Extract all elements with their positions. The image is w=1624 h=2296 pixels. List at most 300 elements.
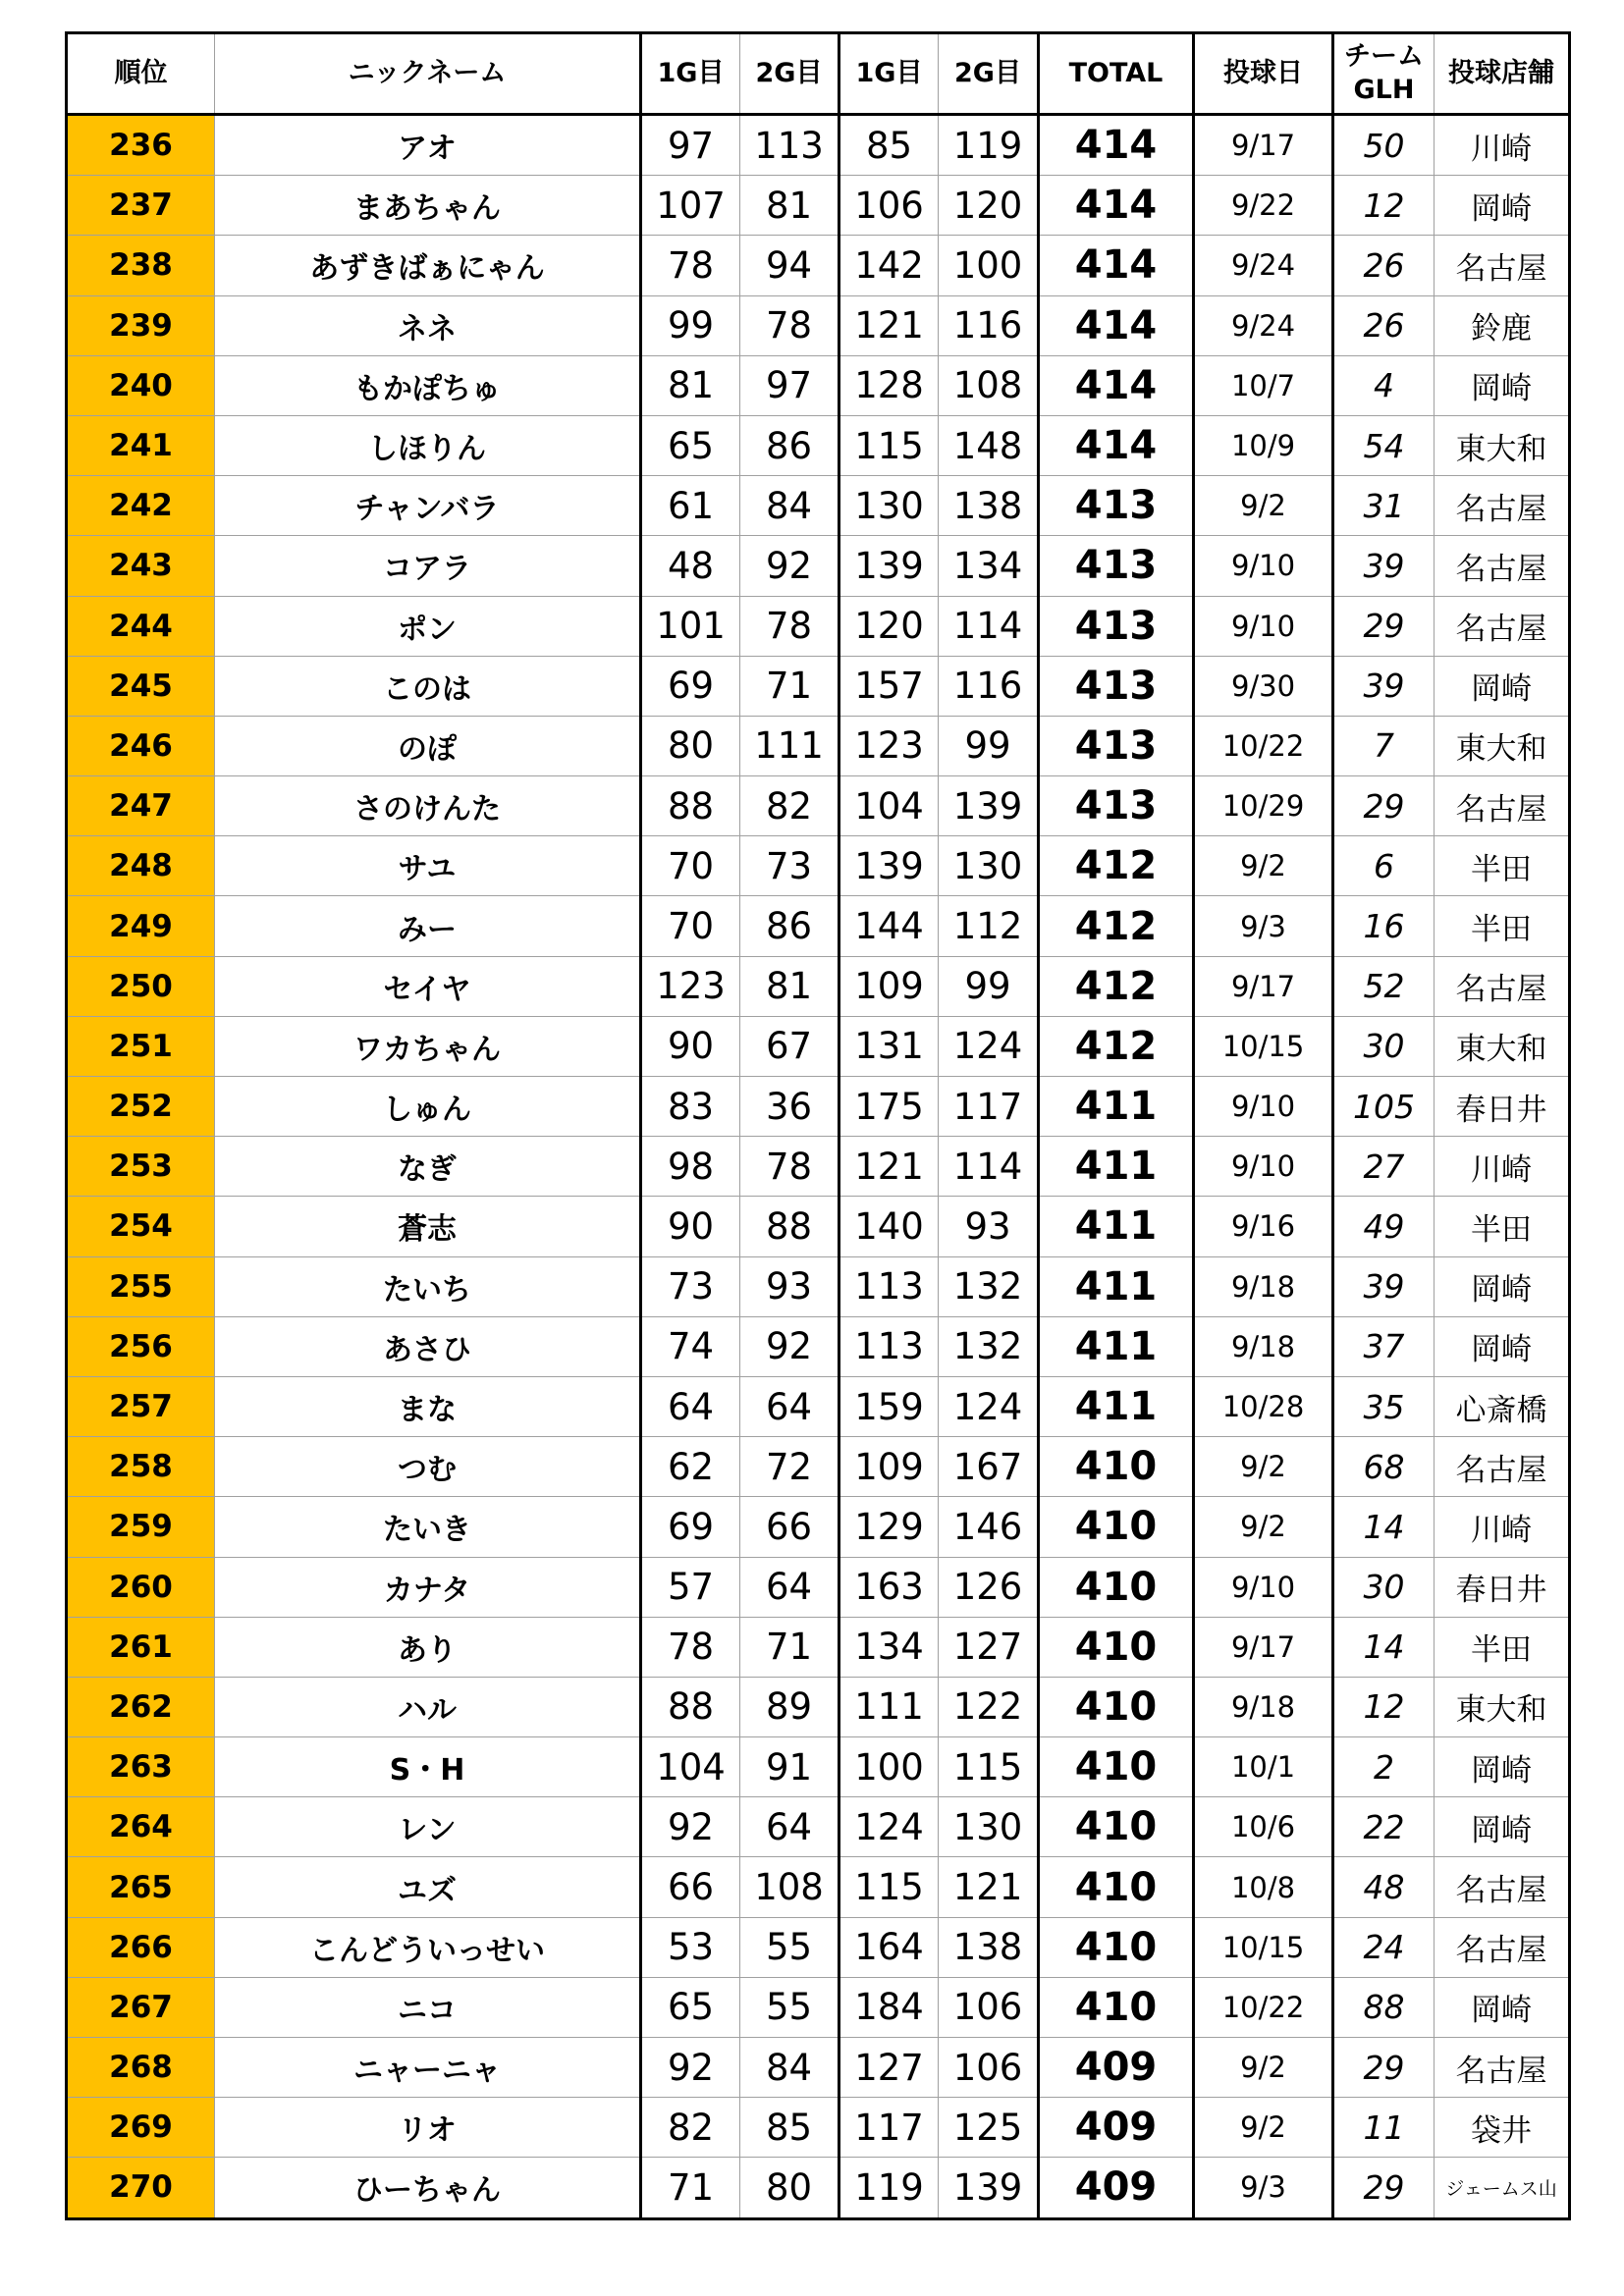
game1-second-cell: 115 — [839, 415, 939, 475]
rank-cell: 262 — [67, 1677, 215, 1736]
store-cell: 東大和 — [1435, 1016, 1570, 1076]
game1-first-cell: 62 — [641, 1437, 740, 1497]
game1-first-cell: 53 — [641, 1917, 740, 1977]
rank-cell: 259 — [67, 1497, 215, 1557]
date-cell: 9/30 — [1194, 656, 1333, 716]
header-store: 投球店舗 — [1435, 33, 1570, 115]
store-cell: 東大和 — [1435, 415, 1570, 475]
nickname-cell: セイヤ — [215, 956, 641, 1016]
store-cell: 東大和 — [1435, 716, 1570, 775]
total-cell: 410 — [1039, 1917, 1194, 1977]
game2-first-cell: 55 — [740, 1917, 839, 1977]
game1-first-cell: 101 — [641, 596, 740, 656]
game2-first-cell: 82 — [740, 776, 839, 836]
store-cell: 名古屋 — [1435, 476, 1570, 536]
game1-second-cell: 140 — [839, 1197, 939, 1256]
table-row — [67, 1977, 1570, 2037]
header-team-glh-line1: チーム — [1344, 41, 1424, 73]
team-glh-cell: 2 — [1333, 1737, 1435, 1797]
game2-first-cell: 84 — [740, 2038, 839, 2098]
store-cell: 名古屋 — [1435, 1857, 1570, 1917]
team-glh-cell: 7 — [1333, 716, 1435, 775]
table-row — [67, 1677, 1570, 1736]
game1-first-cell: 78 — [641, 1617, 740, 1677]
nickname-cell: なぎ — [215, 1137, 641, 1197]
game2-second-cell: 146 — [939, 1497, 1039, 1557]
game2-first-cell: 71 — [740, 656, 839, 716]
game1-first-cell: 48 — [641, 536, 740, 596]
store-cell: 川崎 — [1435, 115, 1570, 176]
team-glh-cell: 37 — [1333, 1316, 1435, 1376]
rank-cell: 270 — [67, 2158, 215, 2218]
team-glh-cell: 12 — [1333, 1677, 1435, 1736]
rank-cell: 265 — [67, 1857, 215, 1917]
rank-cell: 244 — [67, 596, 215, 656]
game1-second-cell: 144 — [839, 896, 939, 956]
game1-second-cell: 85 — [839, 115, 939, 176]
nickname-cell: あずきばぁにゃん — [215, 236, 641, 295]
rank-cell: 239 — [67, 295, 215, 355]
nickname-cell: こんどういっせい — [215, 1917, 641, 1977]
nickname-cell: さのけんた — [215, 776, 641, 836]
game2-first-cell: 64 — [740, 1376, 839, 1436]
total-cell: 413 — [1039, 536, 1194, 596]
game1-second-cell: 111 — [839, 1677, 939, 1736]
nickname-cell: まあちゃん — [215, 176, 641, 236]
game2-first-cell: 91 — [740, 1737, 839, 1797]
game1-second-cell: 184 — [839, 1977, 939, 2037]
game2-second-cell: 99 — [939, 956, 1039, 1016]
nickname-cell: あり — [215, 1617, 641, 1677]
game1-first-cell: 88 — [641, 1677, 740, 1736]
header-game2-first: 2G目 — [740, 33, 839, 115]
game2-first-cell: 92 — [740, 1316, 839, 1376]
game2-first-cell: 72 — [740, 1437, 839, 1497]
team-glh-cell: 39 — [1333, 656, 1435, 716]
game2-first-cell: 84 — [740, 476, 839, 536]
total-cell: 410 — [1039, 1977, 1194, 2037]
date-cell: 9/17 — [1194, 1617, 1333, 1677]
table-row — [67, 1376, 1570, 1436]
game1-first-cell: 123 — [641, 956, 740, 1016]
store-cell: 心斎橋 — [1435, 1376, 1570, 1436]
date-cell: 9/2 — [1194, 1437, 1333, 1497]
total-cell: 410 — [1039, 1617, 1194, 1677]
rank-cell: 248 — [67, 836, 215, 896]
rank-cell: 266 — [67, 1917, 215, 1977]
game1-second-cell: 130 — [839, 476, 939, 536]
date-cell: 9/24 — [1194, 236, 1333, 295]
team-glh-cell: 48 — [1333, 1857, 1435, 1917]
game1-second-cell: 157 — [839, 656, 939, 716]
nickname-cell: たいち — [215, 1256, 641, 1316]
rank-cell: 246 — [67, 716, 215, 775]
rank-cell: 242 — [67, 476, 215, 536]
game1-second-cell: 120 — [839, 596, 939, 656]
game2-first-cell: 73 — [740, 836, 839, 896]
nickname-cell: しほりん — [215, 415, 641, 475]
game1-second-cell: 131 — [839, 1016, 939, 1076]
game1-second-cell: 104 — [839, 776, 939, 836]
table-row — [67, 176, 1570, 236]
rank-cell: 261 — [67, 1617, 215, 1677]
game2-first-cell: 78 — [740, 295, 839, 355]
rank-cell: 254 — [67, 1197, 215, 1256]
header-date: 投球日 — [1194, 33, 1333, 115]
date-cell: 9/22 — [1194, 176, 1333, 236]
store-cell: 袋井 — [1435, 2098, 1570, 2158]
game1-first-cell: 92 — [641, 2038, 740, 2098]
rank-cell: 260 — [67, 1557, 215, 1617]
game1-first-cell: 66 — [641, 1857, 740, 1917]
table-row — [67, 1137, 1570, 1197]
game2-second-cell: 126 — [939, 1557, 1039, 1617]
total-cell: 414 — [1039, 236, 1194, 295]
store-cell: 鈴鹿 — [1435, 295, 1570, 355]
game1-first-cell: 65 — [641, 415, 740, 475]
game1-first-cell: 82 — [641, 2098, 740, 2158]
store-cell: 岡崎 — [1435, 355, 1570, 415]
nickname-cell: レン — [215, 1797, 641, 1857]
game2-second-cell: 122 — [939, 1677, 1039, 1736]
total-cell: 413 — [1039, 656, 1194, 716]
game2-second-cell: 115 — [939, 1737, 1039, 1797]
game1-second-cell: 139 — [839, 836, 939, 896]
total-cell: 411 — [1039, 1256, 1194, 1316]
game1-first-cell: 107 — [641, 176, 740, 236]
nickname-cell: アオ — [215, 115, 641, 176]
rank-cell: 237 — [67, 176, 215, 236]
date-cell: 9/24 — [1194, 295, 1333, 355]
game1-second-cell: 121 — [839, 1137, 939, 1197]
rank-cell: 255 — [67, 1256, 215, 1316]
store-cell: 川崎 — [1435, 1497, 1570, 1557]
game1-first-cell: 99 — [641, 295, 740, 355]
game2-second-cell: 124 — [939, 1376, 1039, 1436]
store-cell: 岡崎 — [1435, 1977, 1570, 2037]
ranking-table — [65, 31, 1571, 2220]
total-cell: 410 — [1039, 1437, 1194, 1497]
game2-first-cell: 85 — [740, 2098, 839, 2158]
total-cell: 412 — [1039, 956, 1194, 1016]
game1-second-cell: 128 — [839, 355, 939, 415]
rank-cell: 241 — [67, 415, 215, 475]
store-cell: 春日井 — [1435, 1077, 1570, 1137]
table-row — [67, 1197, 1570, 1256]
team-glh-cell: 50 — [1333, 115, 1435, 176]
game1-second-cell: 106 — [839, 176, 939, 236]
table-row — [67, 115, 1570, 176]
table-row — [67, 355, 1570, 415]
total-cell: 413 — [1039, 596, 1194, 656]
date-cell: 9/2 — [1194, 2038, 1333, 2098]
rank-cell: 263 — [67, 1737, 215, 1797]
game2-first-cell: 36 — [740, 1077, 839, 1137]
game2-second-cell: 127 — [939, 1617, 1039, 1677]
total-cell: 411 — [1039, 1376, 1194, 1436]
game1-first-cell: 104 — [641, 1737, 740, 1797]
game2-first-cell: 88 — [740, 1197, 839, 1256]
date-cell: 9/2 — [1194, 1497, 1333, 1557]
date-cell: 9/16 — [1194, 1197, 1333, 1256]
team-glh-cell: 14 — [1333, 1497, 1435, 1557]
game2-second-cell: 114 — [939, 596, 1039, 656]
table-row — [67, 1557, 1570, 1617]
game2-first-cell: 92 — [740, 536, 839, 596]
ranking-rows — [67, 115, 1570, 2219]
game1-second-cell: 109 — [839, 1437, 939, 1497]
game2-first-cell: 67 — [740, 1016, 839, 1076]
table-row — [67, 2098, 1570, 2158]
total-cell: 409 — [1039, 2038, 1194, 2098]
rank-cell: 268 — [67, 2038, 215, 2098]
game1-second-cell: 159 — [839, 1376, 939, 1436]
game1-first-cell: 78 — [641, 236, 740, 295]
date-cell: 9/2 — [1194, 476, 1333, 536]
nickname-cell: コアラ — [215, 536, 641, 596]
nickname-cell: チャンバラ — [215, 476, 641, 536]
game1-second-cell: 139 — [839, 536, 939, 596]
game2-first-cell: 81 — [740, 176, 839, 236]
game1-first-cell: 83 — [641, 1077, 740, 1137]
team-glh-cell: 11 — [1333, 2098, 1435, 2158]
store-cell: 岡崎 — [1435, 1256, 1570, 1316]
game1-second-cell: 115 — [839, 1857, 939, 1917]
game2-second-cell: 132 — [939, 1316, 1039, 1376]
table-row — [67, 2158, 1570, 2218]
game2-second-cell: 134 — [939, 536, 1039, 596]
game1-first-cell: 64 — [641, 1376, 740, 1436]
rank-cell: 240 — [67, 355, 215, 415]
rank-cell: 269 — [67, 2098, 215, 2158]
date-cell: 10/6 — [1194, 1797, 1333, 1857]
game1-first-cell: 81 — [641, 355, 740, 415]
total-cell: 413 — [1039, 716, 1194, 775]
rank-cell: 251 — [67, 1016, 215, 1076]
game1-first-cell: 61 — [641, 476, 740, 536]
table-row — [67, 1497, 1570, 1557]
nickname-cell: ひーちゃん — [215, 2158, 641, 2218]
header-team-glh — [1333, 33, 1435, 115]
game1-second-cell: 124 — [839, 1797, 939, 1857]
game1-first-cell: 70 — [641, 836, 740, 896]
table-row — [67, 2038, 1570, 2098]
total-cell: 409 — [1039, 2098, 1194, 2158]
table-row — [67, 1737, 1570, 1797]
team-glh-cell: 26 — [1333, 295, 1435, 355]
team-glh-cell: 54 — [1333, 415, 1435, 475]
header-row — [67, 33, 1570, 115]
nickname-cell: ユズ — [215, 1857, 641, 1917]
team-glh-cell: 29 — [1333, 776, 1435, 836]
table-row — [67, 1316, 1570, 1376]
total-cell: 411 — [1039, 1077, 1194, 1137]
game2-second-cell: 120 — [939, 176, 1039, 236]
nickname-cell: ハル — [215, 1677, 641, 1736]
team-glh-cell: 29 — [1333, 596, 1435, 656]
nickname-cell: 蒼志 — [215, 1197, 641, 1256]
date-cell: 9/10 — [1194, 1557, 1333, 1617]
game1-second-cell: 100 — [839, 1737, 939, 1797]
store-cell: 名古屋 — [1435, 596, 1570, 656]
store-cell: 名古屋 — [1435, 1437, 1570, 1497]
rank-cell: 243 — [67, 536, 215, 596]
game2-second-cell: 112 — [939, 896, 1039, 956]
game1-second-cell: 127 — [839, 2038, 939, 2098]
nickname-cell: リオ — [215, 2098, 641, 2158]
nickname-cell: ポン — [215, 596, 641, 656]
date-cell: 9/18 — [1194, 1316, 1333, 1376]
nickname-cell: つむ — [215, 1437, 641, 1497]
game1-first-cell: 69 — [641, 656, 740, 716]
game1-second-cell: 134 — [839, 1617, 939, 1677]
header-team-glh-line2: GLH — [1353, 75, 1415, 105]
total-cell: 413 — [1039, 776, 1194, 836]
team-glh-cell: 27 — [1333, 1137, 1435, 1197]
date-cell: 9/2 — [1194, 836, 1333, 896]
total-cell: 410 — [1039, 1497, 1194, 1557]
game2-second-cell: 117 — [939, 1077, 1039, 1137]
table-row — [67, 1077, 1570, 1137]
game2-second-cell: 148 — [939, 415, 1039, 475]
header-game1-first: 1G目 — [641, 33, 740, 115]
team-glh-cell: 29 — [1333, 2158, 1435, 2218]
rank-cell: 250 — [67, 956, 215, 1016]
game2-first-cell: 81 — [740, 956, 839, 1016]
table-row — [67, 1857, 1570, 1917]
total-cell: 410 — [1039, 1557, 1194, 1617]
game1-second-cell: 117 — [839, 2098, 939, 2158]
rank-cell: 253 — [67, 1137, 215, 1197]
game2-first-cell: 55 — [740, 1977, 839, 2037]
table-row — [67, 896, 1570, 956]
table-row — [67, 536, 1570, 596]
date-cell: 10/15 — [1194, 1917, 1333, 1977]
date-cell: 9/2 — [1194, 2098, 1333, 2158]
header-game2-second: 2G目 — [939, 33, 1039, 115]
store-cell: 半田 — [1435, 1617, 1570, 1677]
game1-second-cell: 142 — [839, 236, 939, 295]
nickname-cell: サユ — [215, 836, 641, 896]
store-cell: 半田 — [1435, 1197, 1570, 1256]
team-glh-cell: 52 — [1333, 956, 1435, 1016]
table-row — [67, 836, 1570, 896]
total-cell: 410 — [1039, 1797, 1194, 1857]
date-cell: 10/8 — [1194, 1857, 1333, 1917]
total-cell: 412 — [1039, 1016, 1194, 1076]
game1-first-cell: 70 — [641, 896, 740, 956]
game2-second-cell: 138 — [939, 476, 1039, 536]
game1-first-cell: 65 — [641, 1977, 740, 2037]
total-cell: 414 — [1039, 176, 1194, 236]
date-cell: 9/10 — [1194, 1137, 1333, 1197]
date-cell: 9/10 — [1194, 536, 1333, 596]
game1-second-cell: 175 — [839, 1077, 939, 1137]
game1-first-cell: 97 — [641, 115, 740, 176]
store-cell: 岡崎 — [1435, 1797, 1570, 1857]
store-cell: 川崎 — [1435, 1137, 1570, 1197]
nickname-cell: このは — [215, 656, 641, 716]
nickname-cell: カナタ — [215, 1557, 641, 1617]
table-row — [67, 415, 1570, 475]
game2-first-cell: 71 — [740, 1617, 839, 1677]
date-cell: 9/18 — [1194, 1256, 1333, 1316]
store-cell: 名古屋 — [1435, 236, 1570, 295]
store-cell: 春日井 — [1435, 1557, 1570, 1617]
team-glh-cell: 16 — [1333, 896, 1435, 956]
total-cell: 414 — [1039, 115, 1194, 176]
game1-second-cell: 113 — [839, 1316, 939, 1376]
game2-second-cell: 99 — [939, 716, 1039, 775]
table-row — [67, 956, 1570, 1016]
game1-second-cell: 119 — [839, 2158, 939, 2218]
team-glh-cell: 30 — [1333, 1016, 1435, 1076]
date-cell: 10/9 — [1194, 415, 1333, 475]
game2-first-cell: 64 — [740, 1557, 839, 1617]
team-glh-cell: 14 — [1333, 1617, 1435, 1677]
team-glh-cell: 88 — [1333, 1977, 1435, 2037]
team-glh-cell: 31 — [1333, 476, 1435, 536]
store-cell: 岡崎 — [1435, 176, 1570, 236]
game1-second-cell: 123 — [839, 716, 939, 775]
date-cell: 10/1 — [1194, 1737, 1333, 1797]
nickname-cell: みー — [215, 896, 641, 956]
team-glh-cell: 29 — [1333, 2038, 1435, 2098]
game2-first-cell: 108 — [740, 1857, 839, 1917]
game1-first-cell: 98 — [641, 1137, 740, 1197]
game2-first-cell: 89 — [740, 1677, 839, 1736]
total-cell: 412 — [1039, 836, 1194, 896]
nickname-cell: まな — [215, 1376, 641, 1436]
rank-cell: 264 — [67, 1797, 215, 1857]
team-glh-cell: 4 — [1333, 355, 1435, 415]
header-nickname: ニックネーム — [215, 33, 641, 115]
store-cell: 名古屋 — [1435, 2038, 1570, 2098]
date-cell: 10/15 — [1194, 1016, 1333, 1076]
game2-second-cell: 100 — [939, 236, 1039, 295]
table-row — [67, 656, 1570, 716]
nickname-cell: たいき — [215, 1497, 641, 1557]
team-glh-cell: 35 — [1333, 1376, 1435, 1436]
team-glh-cell: 12 — [1333, 176, 1435, 236]
game1-second-cell: 129 — [839, 1497, 939, 1557]
game2-second-cell: 125 — [939, 2098, 1039, 2158]
table-row — [67, 1016, 1570, 1076]
table-row — [67, 1917, 1570, 1977]
game2-first-cell: 93 — [740, 1256, 839, 1316]
game1-first-cell: 80 — [641, 716, 740, 775]
total-cell: 411 — [1039, 1316, 1194, 1376]
header-rank: 順位 — [67, 33, 215, 115]
store-cell: 名古屋 — [1435, 776, 1570, 836]
game2-first-cell: 64 — [740, 1797, 839, 1857]
game1-second-cell: 121 — [839, 295, 939, 355]
game2-second-cell: 114 — [939, 1137, 1039, 1197]
date-cell: 9/17 — [1194, 956, 1333, 1016]
team-glh-cell: 39 — [1333, 536, 1435, 596]
team-glh-cell: 105 — [1333, 1077, 1435, 1137]
game2-second-cell: 119 — [939, 115, 1039, 176]
team-glh-cell: 24 — [1333, 1917, 1435, 1977]
game2-second-cell: 139 — [939, 776, 1039, 836]
nickname-cell: しゅん — [215, 1077, 641, 1137]
store-cell: 岡崎 — [1435, 1316, 1570, 1376]
game1-second-cell: 113 — [839, 1256, 939, 1316]
rank-cell: 252 — [67, 1077, 215, 1137]
game2-second-cell: 106 — [939, 2038, 1039, 2098]
team-glh-cell: 68 — [1333, 1437, 1435, 1497]
date-cell: 9/18 — [1194, 1677, 1333, 1736]
